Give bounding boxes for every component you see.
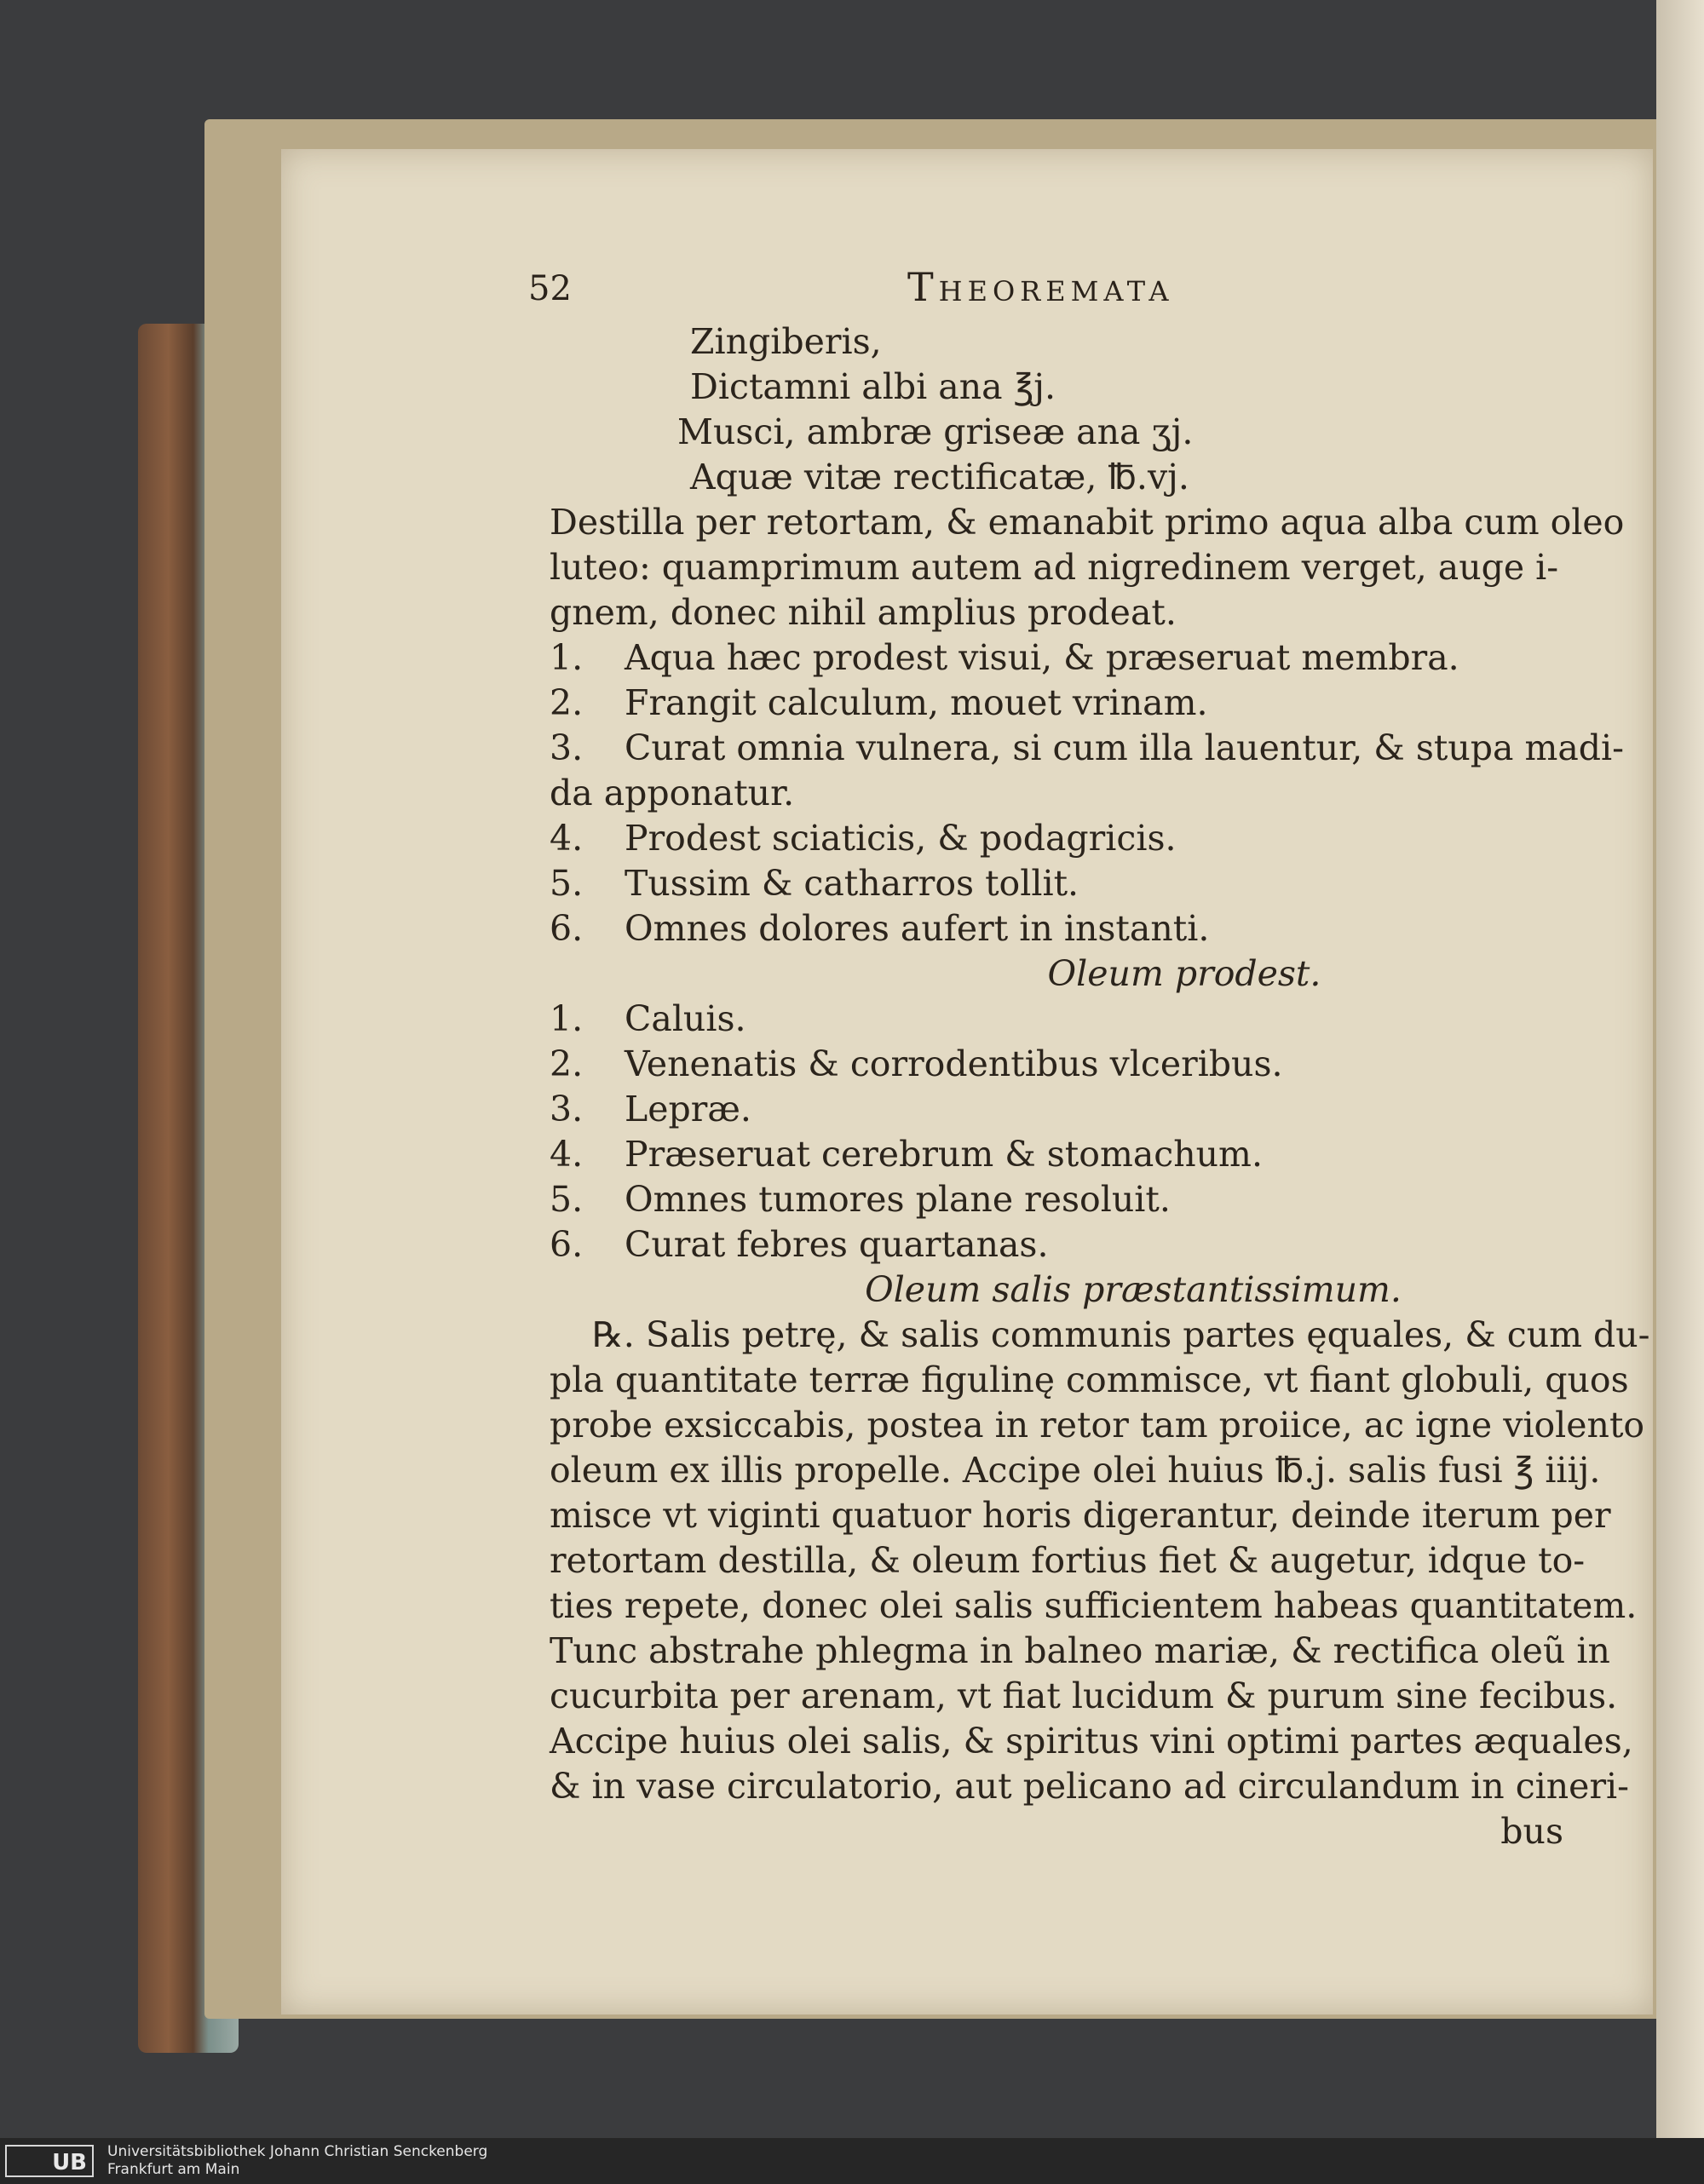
item-text: Tussim & catharros tollit. [625,863,1079,904]
library-name [107,2143,487,2179]
item-number: 6. [550,908,584,949]
item-text: Omnes tumores plane resoluit. [625,1179,1171,1220]
catchword: bus [1500,1811,1563,1852]
text-line: pla quantitate terræ figulinę commisce, vt fiant globuli, quos [550,1359,1629,1400]
item-number: 4. [550,818,584,859]
recipe-line: Aquæ vitæ rectificatæ, ℔.vj. [690,457,1189,497]
item-number: 6. [550,1224,584,1265]
item-number: 2. [550,1043,584,1084]
library-logo: UB [5,2145,94,2177]
item-text: Curat febres quartanas. [625,1224,1049,1265]
list-item [550,997,1563,1042]
item-text: Frangit calculum, mouet vrinam. [625,682,1208,723]
item-text: Lepræ. [625,1089,751,1129]
text-line: ℞. Salis petrę, & salis communis partes ęquales, & cum du- [592,1314,1650,1355]
item-text: Præseruat cerebrum & stomachum. [625,1134,1263,1175]
item-text: Venenatis & corrodentibus vlceribus. [625,1043,1283,1084]
item-number: 2. [550,682,584,723]
item-text: Omnes dolores aufert in instanti. [625,908,1210,949]
recipe-line: Musci, ambræ griseæ ana ʒj. [677,411,1194,452]
item-number: 5. [550,863,584,904]
page-number: 52 [528,269,572,308]
library-name-line2: Frankfurt am Main [107,2161,240,2178]
text-line: Destilla per retortam, & emanabit primo aqua alba cum oleo [550,502,1625,543]
list-item [550,861,1563,906]
list-item [550,635,1563,681]
text-line: Accipe huius olei salis, & spiritus vini optimi partes æquales, [550,1721,1633,1762]
list-item [550,726,1625,771]
library-name-line1: Universitätsbibliothek Johann Christian Senckenberg [107,2143,488,2160]
list-item [550,1132,1563,1177]
list-item [550,1222,1563,1267]
list-item [550,816,1563,861]
list-item [550,1042,1563,1087]
section-heading: Oleum salis præstantissimum. [865,1269,1402,1310]
section-heading: Oleum prodest. [1047,953,1321,994]
item-number: 4. [550,1134,584,1175]
text-line: retortam destilla, & oleum fortius fiet & augetur, idque to- [550,1540,1586,1581]
recipe-line: Zingiberis, [690,321,882,362]
item-number: 3. [550,727,584,768]
item-number: 1. [550,637,584,678]
text-block [550,319,1650,1854]
facing-page-edge [1656,0,1704,2138]
text-line: cucurbita per arenam, vt fiat lucidum & purum sine fecibus. [550,1675,1618,1716]
page-header [528,264,1551,315]
text-line: ties repete, donec olei salis sufficientem habeas quantitatem. [550,1585,1638,1626]
item-text: Caluis. [625,998,746,1039]
list-item [550,1177,1563,1222]
item-text: Curat omnia vulnera, si cum illa lauentur, & stupa madi- [625,727,1625,768]
item-number: 1. [550,998,584,1039]
item-number: 5. [550,1179,584,1220]
list-item [550,1087,1563,1132]
item-text: da apponatur. [550,773,795,813]
item-text: Prodest sciaticis, & podagricis. [625,818,1177,859]
text-line: Tunc abstrahe phlegma in balneo mariæ, & rectifica oleũ in [550,1630,1610,1671]
list-item [550,906,1563,951]
running-title: Theoremata [907,264,1174,310]
item-text: Aqua hæc prodest visui, & præseruat membra. [625,637,1459,678]
text-line: oleum ex illis propelle. Accipe olei huius ℔.j. salis fusi ℥ iiij. [550,1450,1601,1491]
recipe-line: Dictamni albi ana ℥j. [690,366,1056,407]
text-line: gnem, donec nihil amplius prodeat. [550,592,1177,633]
text-line: & in vase circulatorio, aut pelicano ad circulandum in cineri- [550,1766,1630,1807]
item-number: 3. [550,1089,584,1129]
footer-bar [0,2138,1704,2184]
text-line: misce vt viginti quatuor horis digerantur, deinde iterum per [550,1495,1611,1536]
text-line: probe exsiccabis, postea in retor tam proiice, ac igne violento [550,1405,1645,1445]
list-item [550,681,1563,726]
list-item-continuation [550,771,1563,816]
text-line: luteo: quamprimum autem ad nigredinem verget, auge i- [550,547,1559,588]
